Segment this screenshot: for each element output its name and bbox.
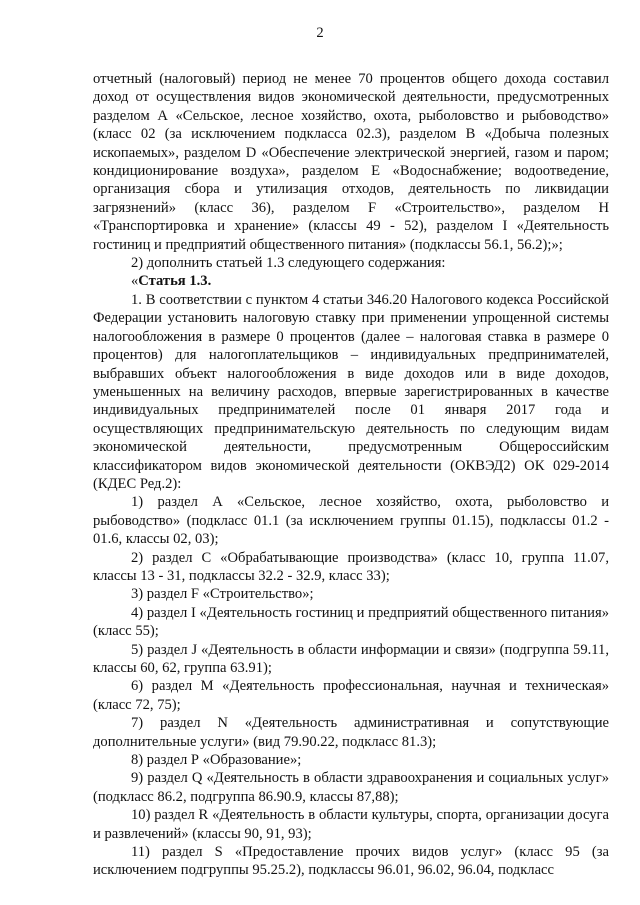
article-clause-1: 1. В соответствии с пунктом 4 статьи 346.20 Налогового кодекса Российской Федерации установить налоговую ставку при применении упрощенной системы налогообложения в размере 0 процентов (далее – налоговая ставка в размере 0 процентов) для налогоплательщиков – индивидуальных предпринимателей, выбравших объект налогообложения в виде доходов или в виде доходов, уменьшенных на величину расходов, впервые зарегистрированных в качестве индивидуальных предпринимателей после 01 января 2017 года и осуществляющих предпринимательскую деятельность по следующим видам экономической деятельности, предусмотренным Общероссийским классификатором видов экономической деятельности (ОКВЭД2) ОК 029-2014 (КДЕС Ред.2): xyxy=(93,291,609,492)
article-title: Статья 1.3. xyxy=(138,273,212,290)
paragraph-continuation: отчетный (налоговый) период не менее 70 процентов общего дохода составил доход от осуществления видов экономической деятельности, предусмотренных разделом А «Сельское, лесное хозяйство, охота, рыболовство и рыбоводство» (класс 02 (за исключением подкласса 02.3), разделом В «Добыча полезных ископаемых», разделом D «Обеспечение электрической энергией, газом и паром; кондиционирование воздуха», разделом Е «Водоснабжение; водоотведение, организация сбора и утилизация отходов, деятельность по ликвидации загрязнений» (класс 36), разделом F «Строительство», разделом H «Транспортировка и хранение» (классы 49 - 52), разделом I «Деятельность гостиниц и предприятий общественного питания» (подклассы 56.1, 56.2);»; xyxy=(93,71,609,253)
article-heading xyxy=(93,272,609,290)
list-item-10: 10) раздел R «Деятельность в области культуры, спорта, организации досуга и развлечений» (классы 90, 91, 93); xyxy=(93,807,609,842)
list-item-2: 2) раздел С «Обрабатывающие производства» (класс 10, группа 11.07, классы 13 - 31, подклассы 32.2 - 32.9, класс 33); xyxy=(93,549,609,584)
list-item-6: 6) раздел М «Деятельность профессиональная, научная и техническая» (класс 72, 75); xyxy=(93,678,609,713)
list-item-4: 4) раздел I «Деятельность гостиниц и предприятий общественного питания» (класс 55); xyxy=(93,604,609,640)
opening-quote: « xyxy=(131,273,139,290)
list-item-5: 5) раздел J «Деятельность в области информации и связи» (подгруппа 59.11, классы 60, 62, группа 63.91); xyxy=(93,641,609,676)
list-item-9: 9) раздел Q «Деятельность в области здравоохранения и социальных услуг» (подкласс 86.2, подгруппа 86.90.9, классы 87,88); xyxy=(93,770,609,805)
list-item-1: 1) раздел А «Сельское, лесное хозяйство, охота, рыболовство и рыбоводство» (подкласс 01.1 (за исключением группы 01.15), подклассы 01.2 - 01.6, классы 02, 03); xyxy=(93,494,609,548)
list-item-7: 7) раздел N «Деятельность административная и сопутствующие дополнительные услуги» (вид 79.90.22, подкласс 81.3); xyxy=(93,715,609,750)
list-item-11: 11) раздел S «Предоставление прочих видов услуг» (класс 95 (за исключением подгруппы 95.25.2), подклассы 96.01, 96.02, 96.04, подкласс xyxy=(93,844,609,879)
paragraph-amendment-2: 2) дополнить статьей 1.3 следующего содержания: xyxy=(131,255,446,272)
page-number: 2 xyxy=(316,25,324,41)
list-item-3: 3) раздел F «Строительство»; xyxy=(131,586,314,603)
document-body xyxy=(93,70,609,880)
list-item-8: 8) раздел Р «Образование»; xyxy=(131,752,302,769)
